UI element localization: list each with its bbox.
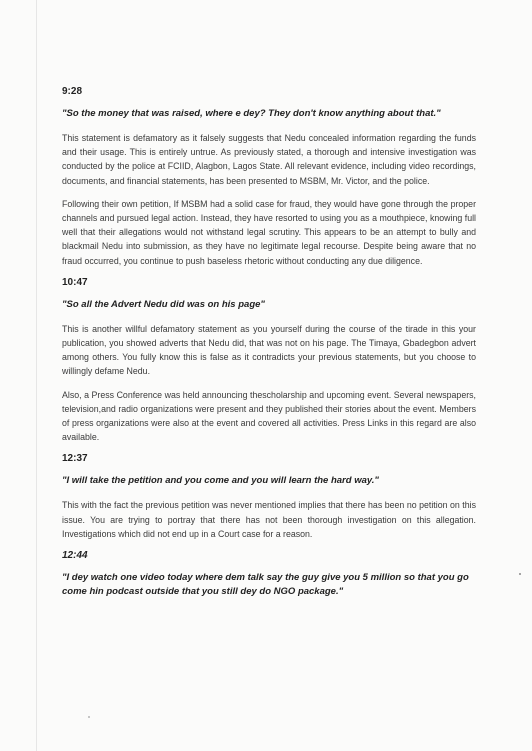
paragraph: Following their own petition, If MSBM had a solid case for fraud, they would have gone through the proper channels and pursued legal action. Instead, they have resorted to using you as a mouthpiece, knowing full well that their allegations would not withstand legal scrutiny. This appears to be an attempt to bully and blackmail Nedu into submission, as they have no legitimate legal recourse. Despite being aware that no fraud occurred, you continue to push baseless rhetoric without conducting any due diligence. — [62, 198, 476, 266]
timestamp: 9:28 — [62, 86, 83, 97]
document-body — [62, 86, 476, 609]
timestamp: 12:44 — [62, 550, 88, 562]
scan-edge-line — [36, 0, 37, 751]
timestamp: 12:37 — [62, 453, 88, 465]
quoted-statement: "I will take the petition and you come and you will learn the hard way." — [62, 475, 379, 487]
paragraph: This with the fact the previous petition was never mentioned implies that there has been no petition on this issue. You are trying to portray that there has not been thorough investigation on this allegation. Investigations which did not end up in a Court case for a reason. — [62, 500, 476, 539]
paragraph: Also, a Press Conference was held announcing thescholarship and upcoming event. Several newspapers, television,and radio organizations were present and they published their stories about the event. Members of press organizations were also at the event and covered all activities. Press Links in this regard are also available. — [62, 389, 476, 443]
paragraph: This is another willful defamatory statement as you yourself during the course of the tirade in this your publication, you showed adverts that Nedu did, that was not on his page. The Timaya, Gbadegbon advert among others. You fully know this is false as it contradicts your previous statements, but you choose to willingly defame Nedu. — [62, 323, 476, 377]
quoted-statement: "I dey watch one video today where dem talk say the guy give you 5 million so that you go come hin podcast outside that you still dey do NGO package." — [62, 572, 469, 598]
scan-speck — [88, 716, 90, 718]
quoted-statement: "So the money that was raised, where e dey? They don't know anything about that." — [62, 108, 441, 119]
scan-speck — [519, 573, 521, 575]
quoted-statement: "So all the Advert Nedu did was on his page" — [62, 298, 265, 310]
paragraph: This statement is defamatory as it falsely suggests that Nedu concealed information regarding the funds and their usage. This is entirely untrue. As previously stated, a thorough and intensive investigation was conducted by the police at FCIID, Alagbon, Lagos State. All relevant evidence, including video recordings, documents, and financial statements, has been presented to MSBM, Mr. Victor, and the police. — [62, 133, 476, 186]
timestamp: 10:47 — [62, 276, 88, 288]
